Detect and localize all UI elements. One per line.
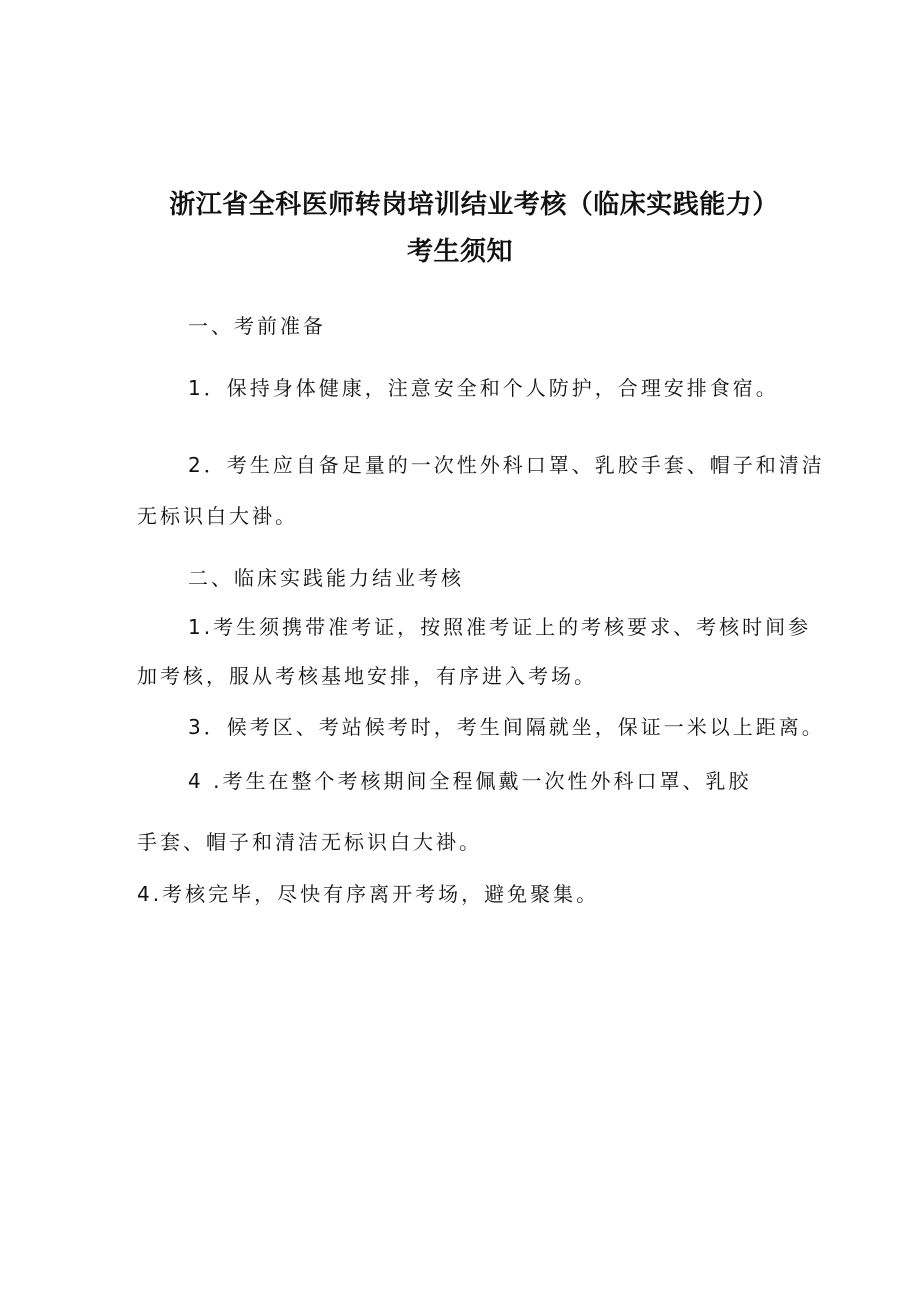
document-subtitle: 考生须知 (406, 237, 513, 267)
item-admission-line1: 1.考生须携带准考证，按照准考证上的考核要求、考核时间参 (188, 615, 812, 639)
item-waiting: 3．候考区、考站候考时，考生间隔就坐，保证一米以上距离。 (188, 715, 825, 739)
item-health: 1．保持身体健康，注意安全和个人防护，合理安排食宿。 (188, 376, 779, 400)
item-mask-line2: 手套、帽子和清洁无标识白大褂。 (137, 830, 482, 854)
document-title: 浙江省全科医师转岗培训结业考核（临床实践能力） (169, 190, 779, 220)
item-admission-line2: 加考核，服从考核基地安排，有序进入考场。 (137, 664, 597, 688)
item-leave: 4.考核完毕，尽快有序离开考场，避免聚集。 (137, 882, 600, 906)
section-heading-exam: 二、临床实践能力结业考核 (188, 566, 464, 590)
item-mask-line1: 4 .考生在整个考核期间全程佩戴一次性外科口罩、乳胶 (188, 769, 752, 793)
item-supplies-line1: 2．考生应自备足量的一次性外科口罩、乳胶手套、帽子和清洁 (188, 453, 825, 477)
section-heading-preparation: 一、考前准备 (188, 314, 326, 338)
item-supplies-line2: 无标识白大褂。 (137, 504, 298, 528)
